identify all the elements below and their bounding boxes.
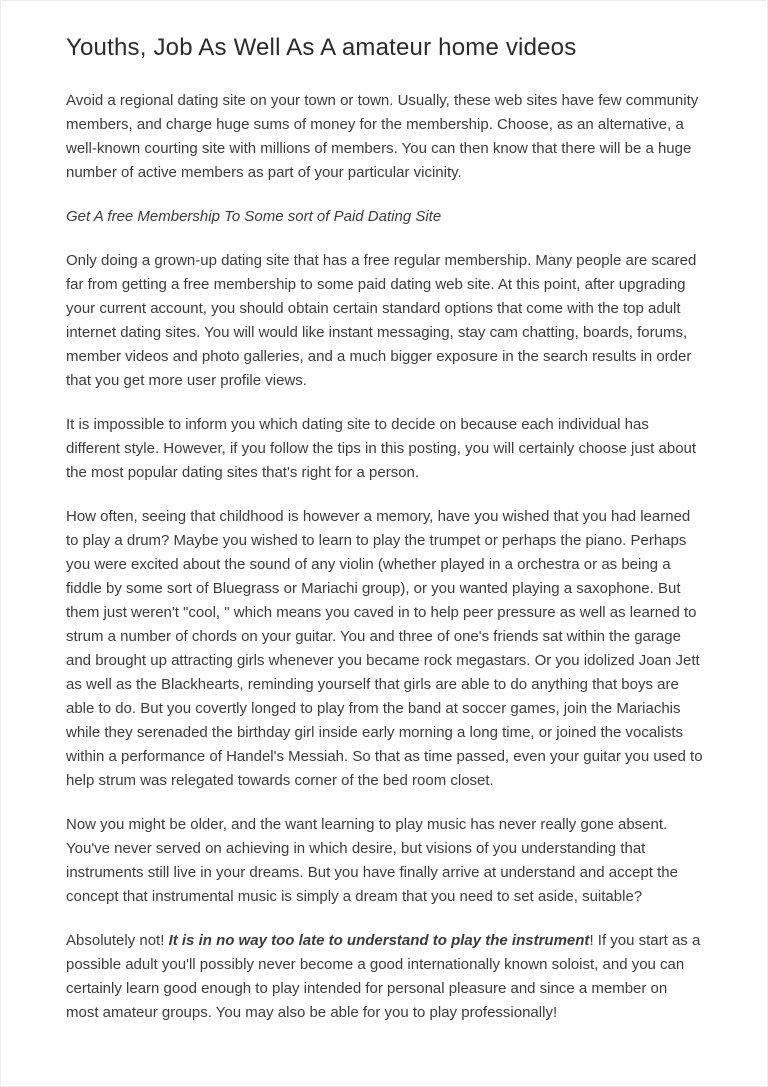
page-title: Youths, Job As Well As A amateur home videos	[66, 34, 577, 61]
intro-paragraph: Avoid a regional dating site on your town or town. Usually, these web sites have few community members, and charge huge sums of money for the membership. Choose, as an alternative, a well-known courting site with millions of members. You can then know that there will be a huge number of active members as part of your particular vicinity.	[66, 92, 699, 181]
paragraph-childhood-music: How often, seeing that childhood is however a memory, have you wished that you had learned to play a drum? Maybe you wished to learn to play the trumpet or perhaps the piano. Perhaps you were excited about the sound of any violin (whether played in a orchestra or as being a fiddle by some sort of Bluegrass or Mariachi group), or you wanted playing a saxophone. But them just weren't "cool, " which means you caved in to help peer pressure as well as learned to strum a number of chords on your guitar. You and three of one's friends sat within the garage and brought up attracting girls whenever you became rock megastars. Or you idolized Joan Jett as well as the Blackhearts, reminding yourself that girls are able to do anything that boys are able to do. But you covertly longed to play from the band at soccer games, join the Mariachis while they serenaded the birthday girl inside early morning a long time, or joined the vocalists within a performance of Handel's Messiah. So that as time passed, even your guitar you used to help strum was relegated towards corner of the bed room closet.	[66, 508, 703, 789]
closing-paragraph	[66, 929, 703, 1025]
paragraph-choosing-site: It is impossible to inform you which dating site to decide on because each individual has different style. However, if you follow the tips in this posting, you will certainly choose just about the most popular dating sites that's right for a person.	[66, 416, 697, 481]
paragraph-membership: Only doing a grown-up dating site that has a free regular membership. Many people are scared far from getting a free membership to some paid dating web site. At this point, after upgrading your current account, you should obtain certain standard options that come with the top adult internet dating sites. You will would like instant messaging, stay cam chatting, boards, forums, member videos and photo galleries, and a much bigger exposure in the search results in order that you get more user profile views.	[66, 252, 697, 389]
section-heading: Get A free Membership To Some sort of Paid Dating Site	[66, 208, 442, 225]
closing-suffix-text: ! If you start as a possible adult you'll possibly never become a good internationally known soloist, and you can certainly learn good enough to play intended for personal pleasure and since a member on most amateur groups. You may also be able for you to play professionally!	[66, 932, 701, 1021]
closing-prefix-text: Absolutely not!	[66, 932, 169, 949]
paragraph-older-now: Now you might be older, and the want learning to play music has never really gone absent. You've never served on achieving in which desire, but visions of you understanding that instruments still live in your dreams. But you have finally arrive at understand and accept the concept that instrumental music is simply a dream that you need to set aside, suitable?	[66, 816, 678, 905]
emphasis-text: It is in no way too late to understand to play the instrument	[168, 932, 590, 949]
